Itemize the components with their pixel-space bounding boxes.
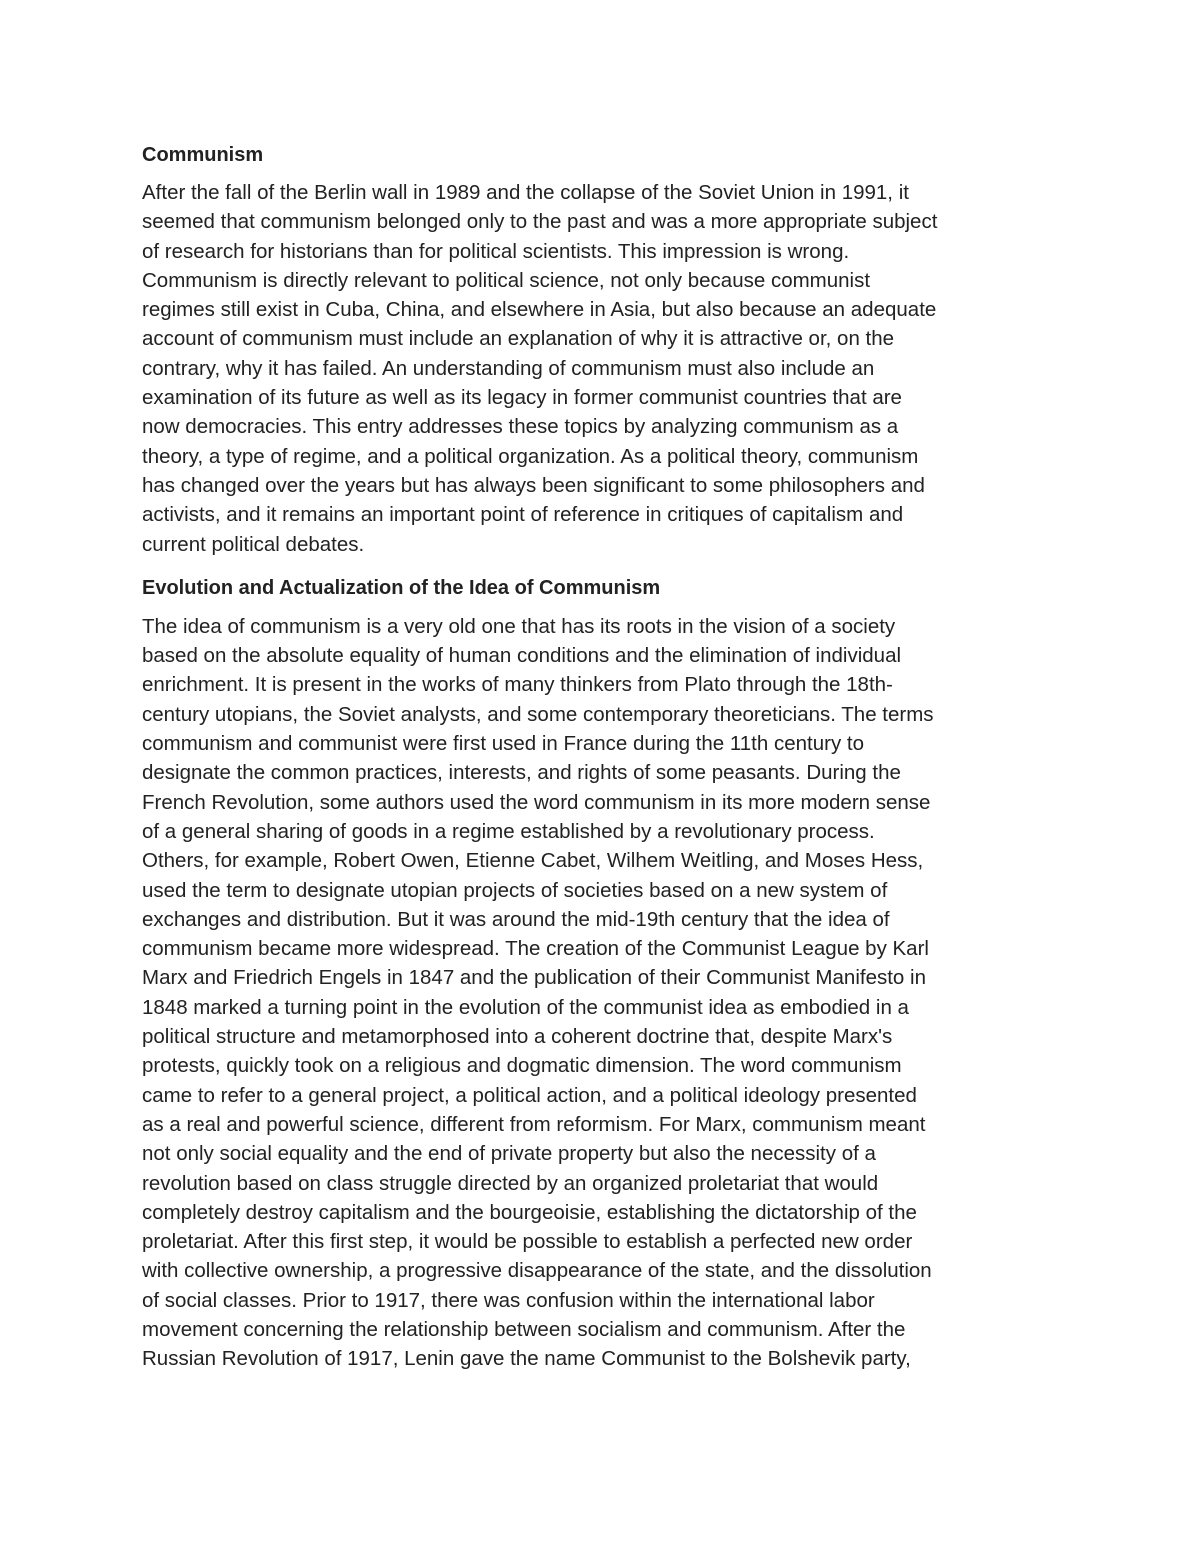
text-line: designate the common practices, interests, and rights of some peasants. During the [142, 761, 901, 785]
text-line: regimes still exist in Cuba, China, and elsewhere in Asia, but also because an adequate [142, 298, 937, 322]
text-line: proletariat. After this first step, it would be possible to establish a perfected new order [142, 1230, 913, 1254]
text-line: revolution based on class struggle directed by an organized proletariat that would [142, 1171, 879, 1195]
text-line: After the fall of the Berlin wall in 1989 and the collapse of the Soviet Union in 1991, it [142, 181, 909, 204]
text-line: contrary, why it has failed. An understanding of communism must also include an [142, 356, 875, 380]
text-line: has changed over the years but has always been significant to some philosophers and [142, 473, 925, 497]
text-line: with collective ownership, a progressive disappearance of the state, and the dissolution [142, 1259, 932, 1283]
text-line: Others, for example, Robert Owen, Etienne Cabet, Wilhem Weitling, and Moses Hess, [142, 849, 924, 873]
text-line: Communism is directly relevant to political science, not only because communist [142, 268, 871, 292]
text-line: Marx and Friedrich Engels in 1847 and the publication of their Communist Manifesto in [142, 966, 926, 990]
text-line: communism became more widespread. The creation of the Communist League by Karl [142, 937, 929, 961]
text-line: theory, a type of regime, and a political organization. As a political theory, communism [142, 444, 919, 468]
document-body [142, 140, 1062, 1374]
text-line: based on the absolute equality of human conditions and the elimination of individual [142, 644, 902, 668]
text-line: Russian Revolution of 1917, Lenin gave the name Communist to the Bolshevik party, [142, 1347, 911, 1371]
text-line: as a real and powerful science, different from reformism. For Marx, communism meant [142, 1112, 926, 1136]
text-line: of research for historians than for political scientists. This impression is wrong. [142, 239, 850, 263]
text-line: French Revolution, some authors used the word communism in its more modern sense [142, 790, 931, 814]
text-line: protests, quickly took on a religious and dogmatic dimension. The word communism [142, 1054, 902, 1078]
text-line: communism and communist were first used in France during the 11th century to [142, 732, 864, 756]
text-line: now democracies. This entry addresses these topics by analyzing communism as a [142, 415, 899, 439]
text-line: completely destroy capitalism and the bourgeoisie, establishing the dictatorship of the [142, 1200, 917, 1224]
text-line: of social classes. Prior to 1917, there was confusion within the international labor [142, 1288, 875, 1312]
text-line: enrichment. It is present in the works of many thinkers from Plato through the 18th- [142, 673, 893, 697]
text-line: political structure and metamorphosed into a coherent doctrine that, despite Marx's [142, 1025, 893, 1049]
text-line: current political debates. [142, 532, 365, 556]
text-line: came to refer to a general project, a political action, and a political ideology presented [142, 1083, 917, 1107]
text-line: seemed that communism belonged only to the past and was a more appropriate subject [142, 210, 938, 234]
text-line: The idea of communism is a very old one that has its roots in the vision of a society [142, 614, 896, 638]
text-line: 1848 marked a turning point in the evolution of the communist idea as embodied in a [142, 995, 909, 1019]
paragraph-evolution [142, 612, 1062, 1374]
text-line: movement concerning the relationship between socialism and communism. After the [142, 1317, 906, 1341]
text-line: used the term to designate utopian projects of societies based on a new system of [142, 878, 888, 902]
section-heading-evolution: Evolution and Actualization of the Idea of Communism [142, 576, 661, 599]
text-line: century utopians, the Soviet analysts, and some contemporary theoreticians. The terms [142, 702, 934, 726]
text-line: activists, and it remains an important point of reference in critiques of capitalism and [142, 503, 904, 527]
text-line: examination of its future as well as its legacy in former communist countries that are [142, 386, 902, 410]
paragraph-intro [142, 178, 1062, 559]
text-line: not only social equality and the end of private property but also the necessity of a [142, 1142, 876, 1166]
section-heading-communism: Communism [142, 144, 264, 166]
text-line: of a general sharing of goods in a regime established by a revolutionary process. [142, 819, 875, 843]
text-line: exchanges and distribution. But it was around the mid-19th century that the idea of [142, 907, 890, 931]
text-line: account of communism must include an explanation of why it is attractive or, on the [142, 327, 895, 351]
